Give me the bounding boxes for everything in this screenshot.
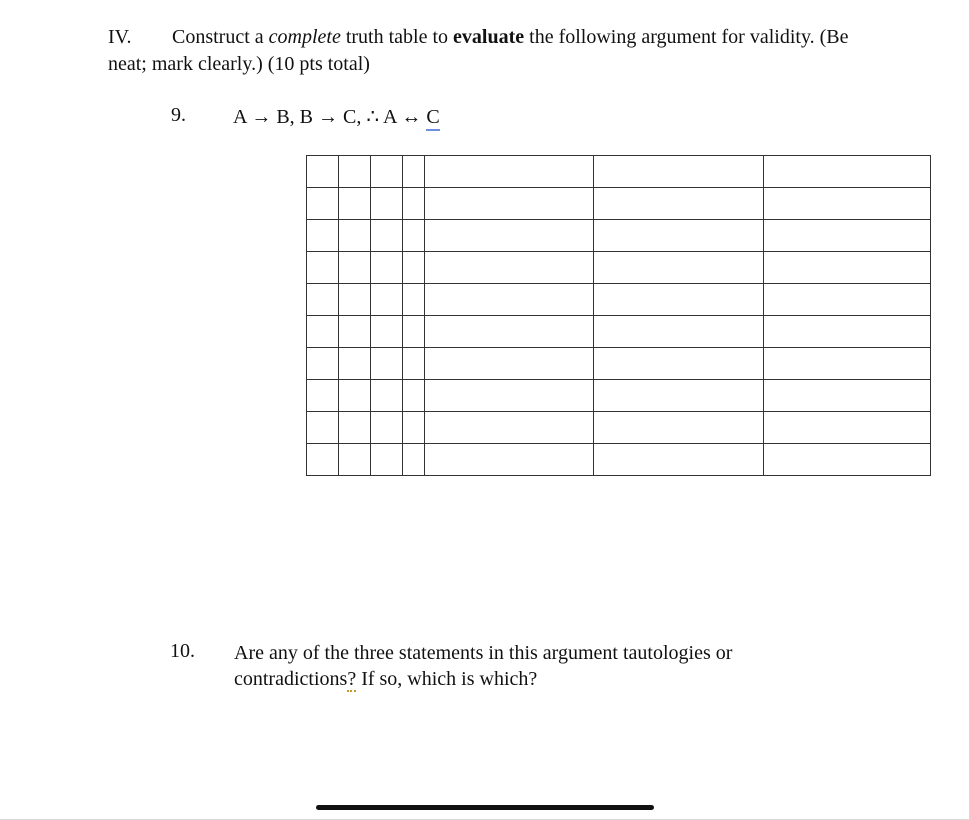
question-10-text <box>234 640 834 692</box>
table-cell[interactable] <box>307 284 339 316</box>
instruction-text-3: the following argument for validity. (Be neat; mark clearly.) (10 pts total) <box>108 26 849 75</box>
table-cell[interactable] <box>403 444 425 476</box>
table-cell[interactable] <box>403 220 425 252</box>
table-cell[interactable] <box>425 284 594 316</box>
table-cell[interactable] <box>425 220 594 252</box>
table-cell[interactable] <box>403 348 425 380</box>
argument-premises: A → B, B → C, ∴ A ↔ <box>233 106 427 128</box>
table-cell[interactable] <box>307 444 339 476</box>
instruction-text-2: truth table to <box>340 26 454 48</box>
table-cell[interactable] <box>339 348 371 380</box>
table-row <box>307 188 931 220</box>
table-cell[interactable] <box>594 220 764 252</box>
table-cell[interactable] <box>371 252 403 284</box>
table-row <box>307 284 931 316</box>
instruction-text-1: Construct a <box>172 26 269 48</box>
instruction-bold: evaluate <box>453 26 525 48</box>
table-cell[interactable] <box>425 188 594 220</box>
table-cell[interactable] <box>764 220 931 252</box>
table-cell[interactable] <box>764 316 931 348</box>
table-cell[interactable] <box>764 444 931 476</box>
argument-conclusion-letter: C <box>426 106 439 131</box>
table-cell[interactable] <box>594 156 764 188</box>
table-row <box>307 444 931 476</box>
question-9-argument <box>233 104 440 129</box>
table-cell[interactable] <box>764 380 931 412</box>
table-row <box>307 412 931 444</box>
truth-table <box>306 155 931 476</box>
table-row <box>307 252 931 284</box>
table-row <box>307 316 931 348</box>
table-cell[interactable] <box>307 412 339 444</box>
table-cell[interactable] <box>403 380 425 412</box>
table-cell[interactable] <box>371 220 403 252</box>
home-indicator-bar[interactable] <box>316 805 654 810</box>
table-cell[interactable] <box>371 412 403 444</box>
table-cell[interactable] <box>403 188 425 220</box>
table-cell[interactable] <box>403 316 425 348</box>
table-cell[interactable] <box>307 188 339 220</box>
table-cell[interactable] <box>403 412 425 444</box>
table-cell[interactable] <box>307 348 339 380</box>
table-cell[interactable] <box>764 252 931 284</box>
question-10-line-2a: contradictions <box>234 668 348 690</box>
table-cell[interactable] <box>594 412 764 444</box>
table-cell[interactable] <box>403 252 425 284</box>
question-10-line-2b: If so, which is which? <box>356 668 538 690</box>
table-cell[interactable] <box>339 380 371 412</box>
table-cell[interactable] <box>339 252 371 284</box>
table-cell[interactable] <box>403 156 425 188</box>
table-cell[interactable] <box>594 348 764 380</box>
question-10-marked-text: ? <box>347 668 357 690</box>
section-heading <box>108 24 888 78</box>
table-cell[interactable] <box>425 156 594 188</box>
table-row <box>307 348 931 380</box>
table-cell[interactable] <box>307 252 339 284</box>
instruction-italic: complete <box>268 26 341 48</box>
table-cell[interactable] <box>371 156 403 188</box>
table-cell[interactable] <box>594 316 764 348</box>
table-cell[interactable] <box>425 380 594 412</box>
table-cell[interactable] <box>307 380 339 412</box>
question-10-line-1: Are any of the three statements in this argument tautologies or <box>234 642 733 664</box>
table-row <box>307 220 931 252</box>
table-cell[interactable] <box>594 380 764 412</box>
table-cell[interactable] <box>371 188 403 220</box>
table-cell[interactable] <box>425 348 594 380</box>
table-cell[interactable] <box>339 444 371 476</box>
table-cell[interactable] <box>425 316 594 348</box>
table-cell[interactable] <box>764 412 931 444</box>
table-cell[interactable] <box>425 252 594 284</box>
table-cell[interactable] <box>594 188 764 220</box>
table-cell[interactable] <box>425 412 594 444</box>
table-cell[interactable] <box>425 444 594 476</box>
table-cell[interactable] <box>339 284 371 316</box>
table-cell[interactable] <box>594 252 764 284</box>
table-cell[interactable] <box>307 156 339 188</box>
section-number: IV. <box>108 26 132 48</box>
table-row <box>307 156 931 188</box>
table-cell[interactable] <box>594 444 764 476</box>
table-row <box>307 380 931 412</box>
table-cell[interactable] <box>594 284 764 316</box>
table-cell[interactable] <box>764 348 931 380</box>
table-cell[interactable] <box>764 156 931 188</box>
table-cell[interactable] <box>339 188 371 220</box>
question-9-number: 9. <box>171 104 186 126</box>
table-cell[interactable] <box>339 220 371 252</box>
table-cell[interactable] <box>307 220 339 252</box>
table-cell[interactable] <box>371 348 403 380</box>
table-cell[interactable] <box>403 284 425 316</box>
table-cell[interactable] <box>371 444 403 476</box>
table-cell[interactable] <box>764 284 931 316</box>
table-cell[interactable] <box>371 284 403 316</box>
table-cell[interactable] <box>307 316 339 348</box>
table-cell[interactable] <box>339 156 371 188</box>
table-cell[interactable] <box>371 380 403 412</box>
table-cell[interactable] <box>764 188 931 220</box>
table-cell[interactable] <box>339 412 371 444</box>
table-cell[interactable] <box>371 316 403 348</box>
table-cell[interactable] <box>339 316 371 348</box>
question-10-number: 10. <box>170 640 195 662</box>
